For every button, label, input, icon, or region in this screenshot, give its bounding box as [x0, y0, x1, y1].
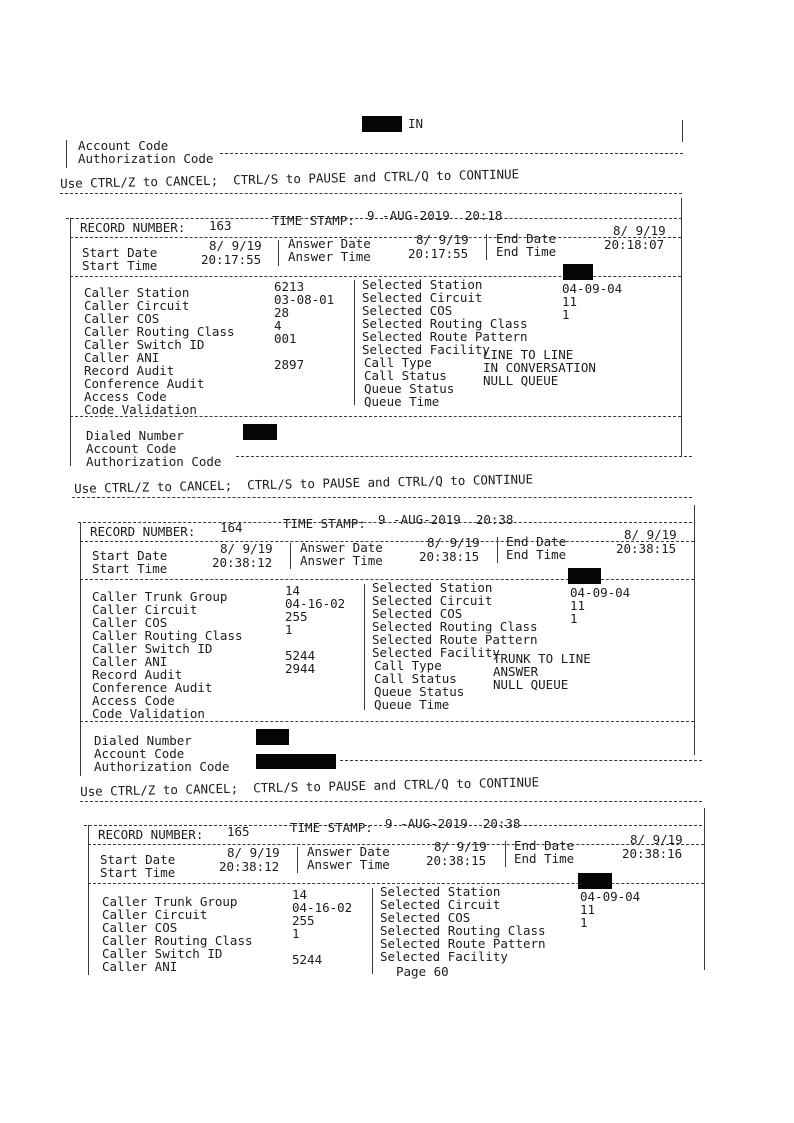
caller-value: 1 [285, 622, 293, 637]
end-time-label: End Time [506, 547, 567, 562]
selected-value: LINE TO LINE [483, 347, 574, 362]
block-edge [694, 505, 695, 755]
block-edge [70, 218, 71, 466]
end-time-value: 20:18:07 [604, 237, 665, 252]
end-date-label: End Date [506, 534, 567, 549]
divider [60, 193, 682, 194]
caller-value: 5244 [292, 952, 323, 967]
start-time-value: 20:17:55 [201, 252, 262, 267]
selected-label: Selected Circuit [380, 897, 501, 912]
caller-label: Caller COS [102, 920, 178, 935]
dialed-number-label: Dialed Number [86, 428, 184, 443]
divider [220, 153, 683, 154]
selected-value: 11 [580, 902, 596, 917]
record-number-label: RECORD NUMBER: [98, 827, 204, 842]
answer-time-label: Answer Time [300, 553, 383, 568]
caller-value: 2897 [274, 357, 305, 372]
selected-value: IN CONVERSATION [483, 360, 596, 375]
divider [72, 497, 692, 498]
start-date-label: Start Date [100, 852, 176, 867]
caller-label: Caller Routing Class [102, 933, 253, 948]
selected-label: Selected Station [372, 580, 493, 595]
redaction-block [578, 873, 612, 889]
selected-value: 1 [580, 915, 588, 930]
end-date-value: 8/ 9/19 [624, 527, 677, 542]
end-date-label: End Date [514, 838, 575, 853]
divider [80, 541, 694, 542]
caller-value: 255 [285, 609, 308, 624]
selected-label: Selected COS [362, 303, 453, 318]
dialed-number-label: Dialed Number [94, 733, 192, 748]
column-separator [297, 847, 298, 873]
authorization-code-label: Authorization Code [86, 454, 222, 469]
caller-label: Code Validation [84, 402, 197, 417]
caller-label: Caller Station [84, 285, 190, 300]
caller-label: Record Audit [84, 363, 175, 378]
answer-date-label: Answer Date [307, 844, 390, 859]
redaction-block [362, 116, 402, 132]
column-separator [364, 584, 365, 710]
caller-label: Conference Audit [84, 376, 205, 391]
selected-value: 04-09-04 [570, 585, 631, 600]
selected-label: Selected Circuit [372, 593, 493, 608]
caller-label: Record Audit [92, 667, 183, 682]
selected-label: Selected Station [362, 277, 483, 292]
selected-value: ANSWER [493, 664, 539, 679]
end-time-label: End Time [514, 851, 575, 866]
caller-label: Caller Routing Class [84, 324, 235, 339]
selected-label: Selected Route Pattern [380, 936, 546, 951]
end-time-value: 20:38:16 [622, 846, 683, 861]
cancel-instruction: Use CTRL/Z to CANCEL; CTRL/S to PAUSE and CTRL/Q to CONTINUE [59, 166, 520, 191]
block-edge [704, 808, 705, 970]
redaction-block [568, 568, 601, 584]
caller-label: Access Code [84, 389, 167, 404]
column-separator [354, 280, 355, 405]
answer-time-value: 20:38:15 [419, 549, 480, 564]
selected-label: Call Type [374, 658, 442, 673]
column-separator [497, 537, 498, 563]
timestamp-value: 9 -AUG-2019 20:38 [385, 816, 521, 831]
column-separator [486, 234, 487, 260]
cancel-instruction: Use CTRL/Z to CANCEL; CTRL/S to PAUSE and CTRL/Q to CONTINUE [79, 774, 540, 799]
answer-date-label: Answer Date [300, 540, 383, 555]
selected-label: Selected Routing Class [362, 316, 528, 331]
caller-value: 5244 [285, 648, 316, 663]
caller-label: Caller Circuit [84, 298, 190, 313]
answer-time-label: Answer Time [307, 857, 390, 872]
account-code-label: Account Code [78, 138, 169, 153]
block-edge [80, 522, 81, 776]
selected-value: 1 [570, 611, 578, 626]
record-number-value: 165 [227, 824, 250, 839]
timestamp-value: 9 -AUG-2019 20:18 [367, 208, 503, 223]
start-time-value: 20:38:12 [219, 859, 280, 874]
caller-label: Caller Trunk Group [92, 589, 228, 604]
start-time-label: Start Time [100, 865, 176, 880]
caller-label: Caller Trunk Group [102, 894, 238, 909]
record-number-value: 164 [220, 520, 243, 535]
divider [80, 721, 694, 722]
timestamp-label: TIME STAMP: [290, 820, 373, 835]
caller-value: 04-16-02 [292, 900, 353, 915]
caller-label: Conference Audit [92, 680, 213, 695]
divider [88, 844, 704, 845]
selected-label: Queue Status [374, 684, 465, 699]
selected-label: Queue Time [364, 394, 440, 409]
selected-label: Queue Status [364, 381, 455, 396]
caller-value: 03-08-01 [274, 292, 335, 307]
caller-label: Caller Circuit [92, 602, 198, 617]
answer-date-value: 8/ 9/19 [434, 839, 487, 854]
caller-label: Caller Switch ID [92, 641, 213, 656]
caller-label: Caller COS [84, 311, 160, 326]
caller-label: Caller ANI [102, 959, 178, 974]
caller-value: 001 [274, 331, 297, 346]
redaction-block [256, 729, 289, 745]
authorization-code-label: Authorization Code [78, 151, 214, 166]
caller-value: 14 [292, 887, 308, 902]
answer-time-value: 20:17:55 [408, 246, 469, 261]
selected-label: Selected Station [380, 884, 501, 899]
selected-label: Call Type [364, 355, 432, 370]
caller-value: 28 [274, 305, 290, 320]
caller-label: Caller COS [92, 615, 168, 630]
cancel-instruction: Use CTRL/Z to CANCEL; CTRL/S to PAUSE and CTRL/Q to CONTINUE [73, 471, 534, 496]
column-separator [505, 841, 506, 867]
end-time-label: End Time [496, 244, 557, 259]
block-edge [66, 140, 67, 168]
selected-value: 11 [570, 598, 586, 613]
block-edge [681, 198, 682, 456]
caller-label: Caller Circuit [102, 907, 208, 922]
selected-label: Selected Facility [362, 342, 490, 357]
selected-label: Selected COS [372, 606, 463, 621]
selected-value: 04-09-04 [562, 281, 623, 296]
page-header-text: IN [408, 116, 424, 131]
selected-label: Selected Circuit [362, 290, 483, 305]
caller-label: Caller Switch ID [102, 946, 223, 961]
selected-label: Call Status [374, 671, 457, 686]
redaction-block [563, 264, 593, 280]
start-date-label: Start Date [82, 245, 158, 260]
authorization-code-label: Authorization Code [94, 759, 230, 774]
caller-value: 255 [292, 913, 315, 928]
caller-value: 1 [292, 926, 300, 941]
end-date-label: End Date [496, 231, 557, 246]
record-number-label: RECORD NUMBER: [90, 524, 196, 539]
selected-label: Call Status [364, 368, 447, 383]
answer-date-value: 8/ 9/19 [416, 232, 469, 247]
start-time-label: Start Time [82, 258, 158, 273]
caller-label: Caller Routing Class [92, 628, 243, 643]
selected-label: Queue Time [374, 697, 450, 712]
selected-label: Selected Route Pattern [372, 632, 538, 647]
column-separator [290, 543, 291, 569]
caller-value: 6213 [274, 279, 305, 294]
selected-value: 11 [562, 294, 578, 309]
account-code-label: Account Code [94, 746, 185, 761]
column-separator [278, 240, 279, 266]
caller-label: Caller ANI [92, 654, 168, 669]
selected-label: Selected Facility [380, 949, 508, 964]
selected-value: 1 [562, 307, 570, 322]
selected-label: Selected Route Pattern [362, 329, 528, 344]
answer-date-value: 8/ 9/19 [427, 535, 480, 550]
selected-value: NULL QUEUE [483, 373, 559, 388]
divider [80, 801, 702, 802]
start-date-value: 8/ 9/19 [209, 238, 262, 253]
end-date-value: 8/ 9/19 [630, 832, 683, 847]
divider [70, 237, 681, 238]
caller-value: 14 [285, 583, 301, 598]
block-edge [88, 825, 89, 975]
caller-label: Code Validation [92, 706, 205, 721]
start-date-value: 8/ 9/19 [220, 541, 273, 556]
start-time-label: Start Time [92, 561, 168, 576]
redaction-block [256, 754, 336, 769]
caller-value: 4 [274, 318, 282, 333]
selected-value: NULL QUEUE [493, 677, 569, 692]
end-date-value: 8/ 9/19 [613, 223, 666, 238]
start-time-value: 20:38:12 [212, 555, 273, 570]
record-number-value: 163 [209, 218, 232, 233]
selected-label: Selected Routing Class [372, 619, 538, 634]
account-code-label: Account Code [86, 441, 177, 456]
selected-label: Selected Facility [372, 645, 500, 660]
caller-label: Caller Switch ID [84, 337, 205, 352]
answer-time-value: 20:38:15 [426, 853, 487, 868]
start-date-label: Start Date [92, 548, 168, 563]
start-date-value: 8/ 9/19 [227, 845, 280, 860]
redaction-block [243, 424, 277, 440]
timestamp-label: TIME STAMP: [272, 213, 355, 228]
divider [340, 760, 702, 761]
record-number-label: RECORD NUMBER: [80, 220, 186, 235]
page-number: Page 60 [396, 964, 449, 979]
page-edge-line [682, 120, 683, 142]
divider [236, 456, 692, 457]
selected-value: 04-09-04 [580, 889, 641, 904]
selected-label: Selected COS [380, 910, 471, 925]
caller-value: 04-16-02 [285, 596, 346, 611]
caller-label: Access Code [92, 693, 175, 708]
column-separator [372, 888, 373, 974]
end-time-value: 20:38:15 [616, 541, 677, 556]
caller-value: 2944 [285, 661, 316, 676]
timestamp-label: TIME STAMP: [283, 516, 366, 531]
answer-date-label: Answer Date [288, 236, 371, 251]
selected-label: Selected Routing Class [380, 923, 546, 938]
answer-time-label: Answer Time [288, 249, 371, 264]
selected-value: TRUNK TO LINE [493, 651, 591, 666]
caller-label: Caller ANI [84, 350, 160, 365]
timestamp-value: 9 -AUG-2019 20:38 [378, 512, 514, 527]
divider [70, 416, 681, 417]
